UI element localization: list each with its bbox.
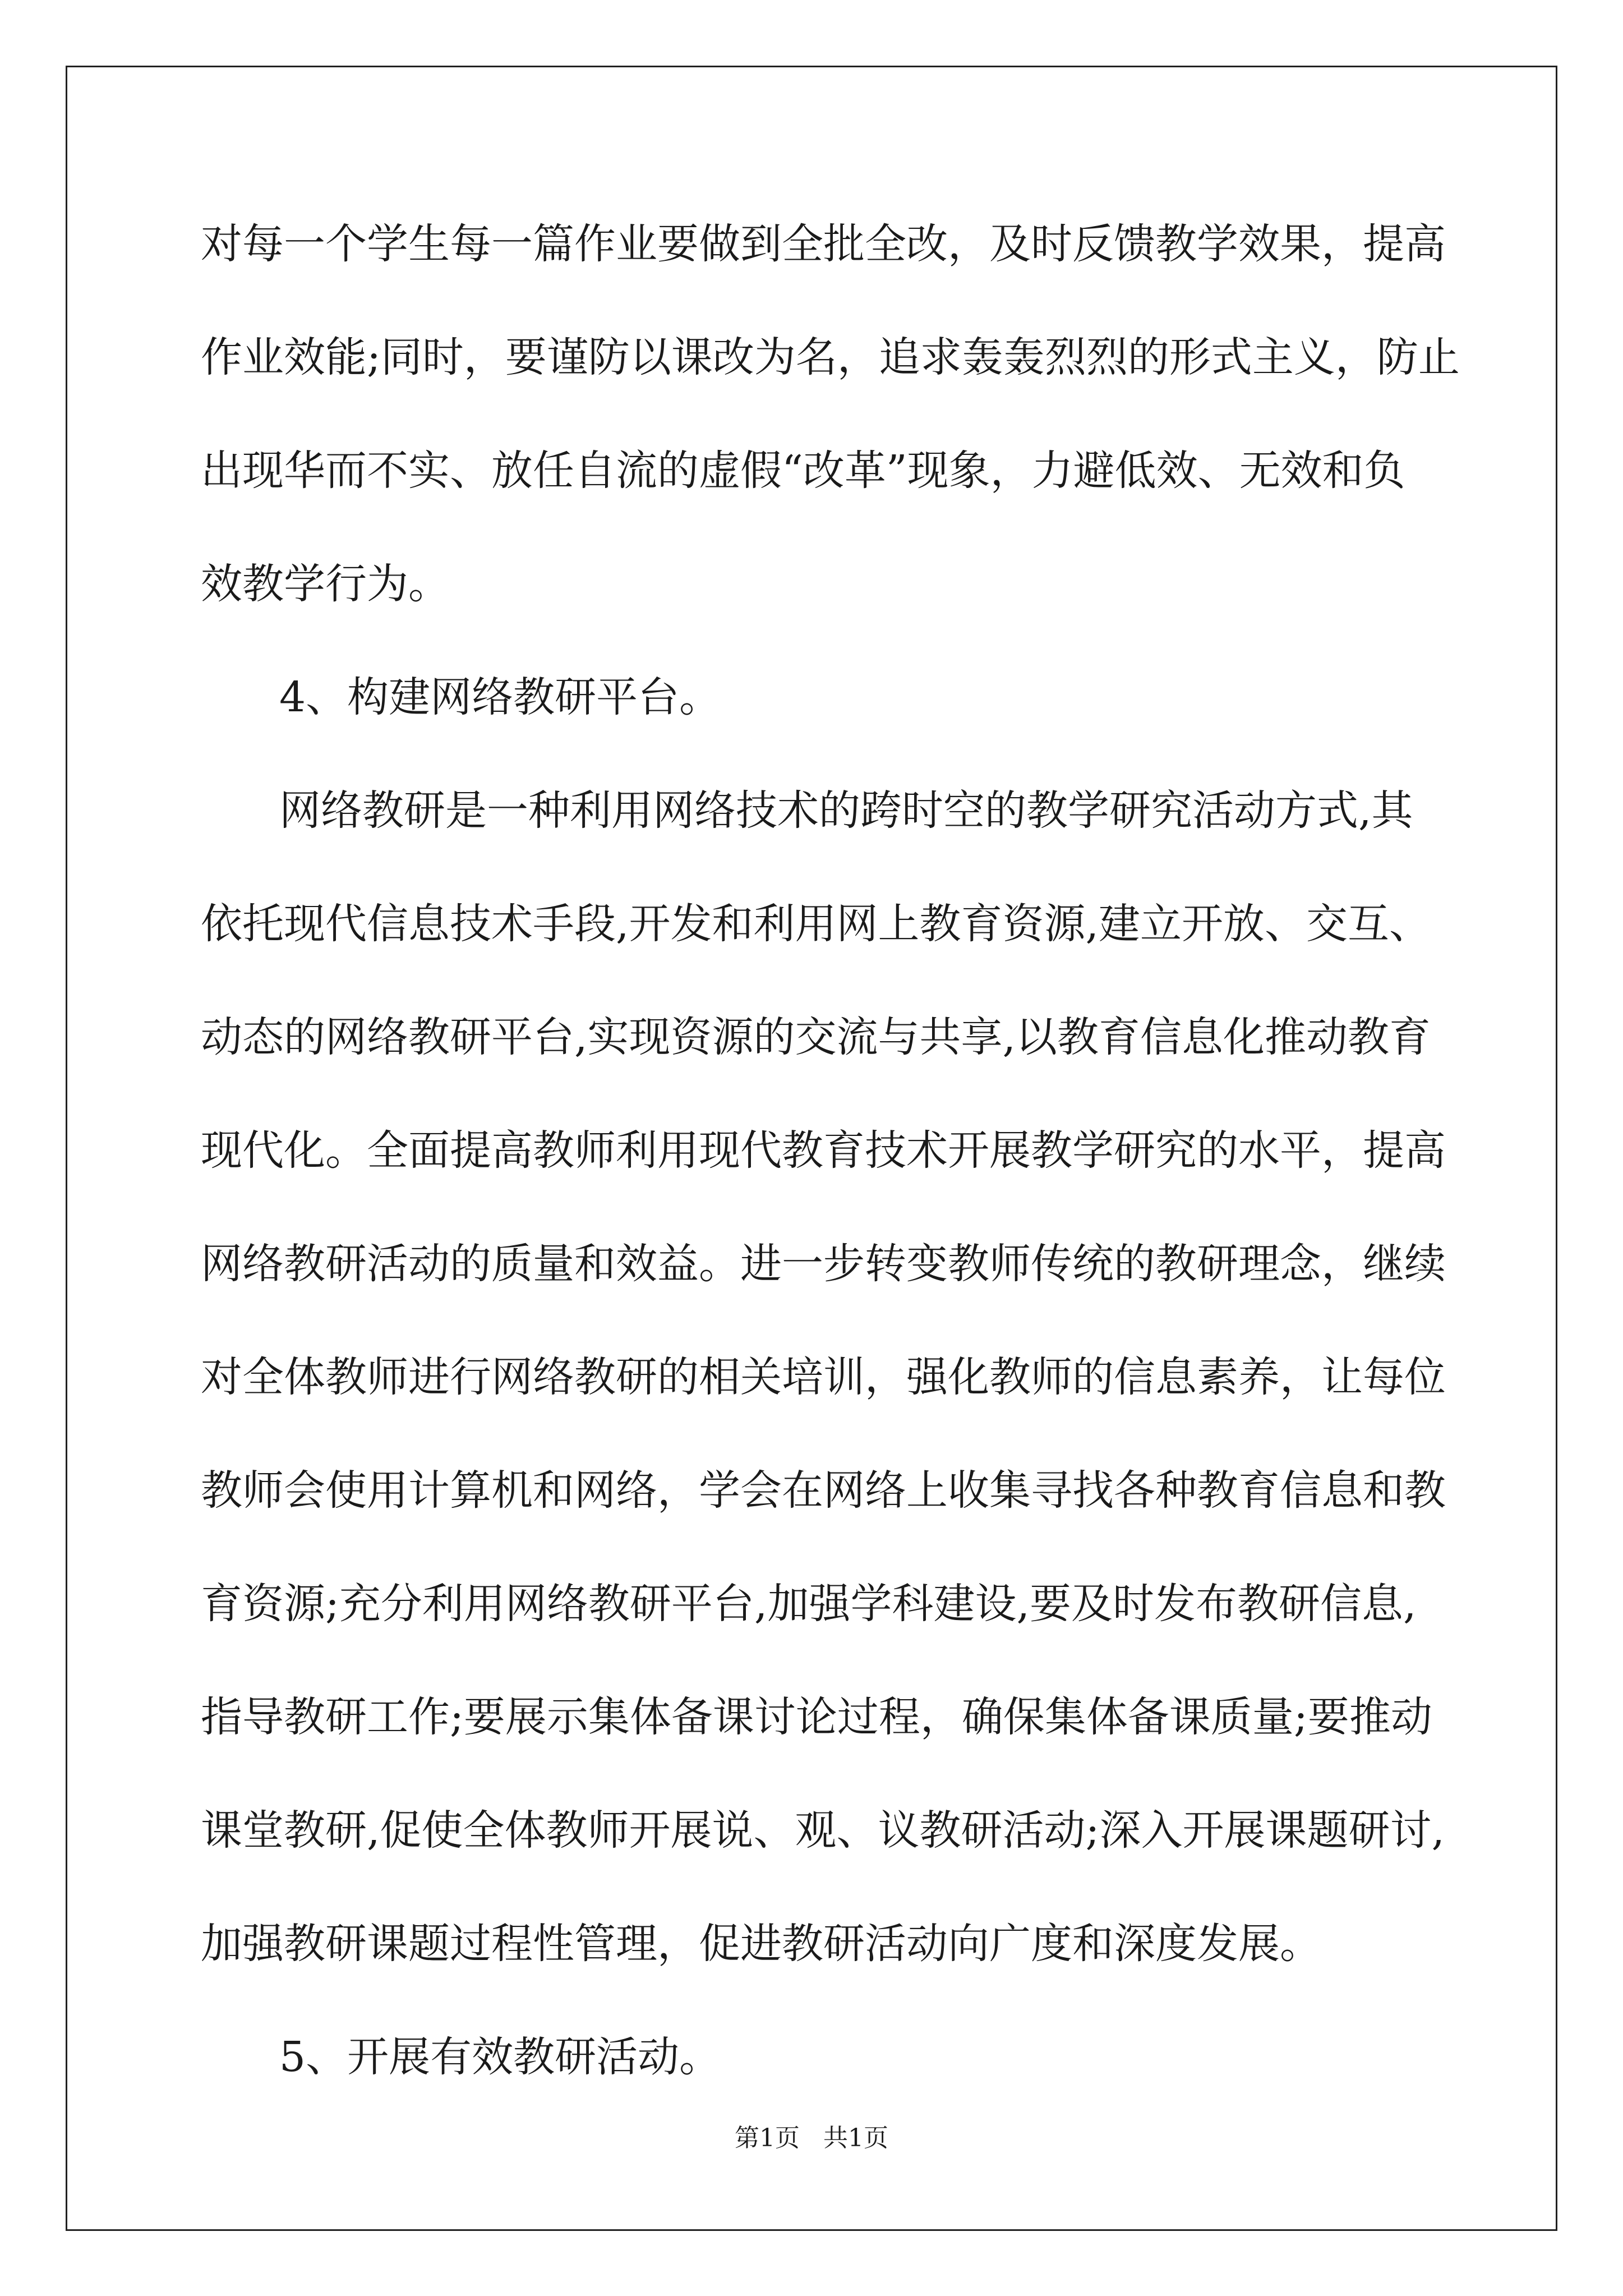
text-line: 课堂教研,促使全体教师开展说、观、议教研活动;深入开展课题研讨, — [201, 1806, 1445, 1855]
text-line: 出现华而不实、放任自流的虚假“改革”现象，力避低效、无效和负 — [201, 447, 1405, 495]
text-line: 加强教研课题过程性管理，促进教研活动向广度和深度发展。 — [201, 1920, 1321, 1968]
document-body — [201, 213, 1460, 2139]
text-line: 依托现代信息技术手段,开发和利用网上教育资源,建立开放、交互、 — [201, 900, 1431, 948]
text-line: 效教学行为。 — [201, 560, 450, 608]
text-line: 指导教研工作;要展示集体备课讨论过程，确保集体备课质量;要推动 — [201, 1693, 1432, 1741]
text-line: 现代化。全面提高教师利用现代教育技术开展教学研究的水平，提高 — [201, 1126, 1446, 1175]
page-footer: 第1页 共1页 — [735, 2124, 888, 2152]
section-heading: 5、开展有效教研活动。 — [279, 2033, 721, 2081]
text-line: 教师会使用计算机和网络，学会在网络上收集寻找各种教育信息和教 — [201, 1466, 1446, 1515]
text-line: 育资源;充分利用网络教研平台,加强学科建设,要及时发布教研信息, — [201, 1580, 1417, 1628]
text-line: 对全体教师进行网络教研的相关培训，强化教师的信息素养，让每位 — [201, 1353, 1446, 1401]
text-line: 网络教研活动的质量和效益。进一步转变教师传统的教研理念，继续 — [201, 1240, 1446, 1288]
section-heading: 4、构建网络教研平台。 — [279, 673, 721, 721]
text-line: 对每一个学生每一篇作业要做到全批全改，及时反馈教学效果，提高 — [201, 220, 1446, 268]
text-line: 动态的网络教研平台,实现资源的交流与共享,以教育信息化推动教育 — [201, 1013, 1431, 1061]
paragraph-first-line: 网络教研是一种利用网络技术的跨时空的教学研究活动方式,其 — [279, 786, 1413, 835]
text-line: 作业效能;同时，要谨防以课改为名，追求轰轰烈烈的形式主义，防止 — [201, 333, 1460, 381]
